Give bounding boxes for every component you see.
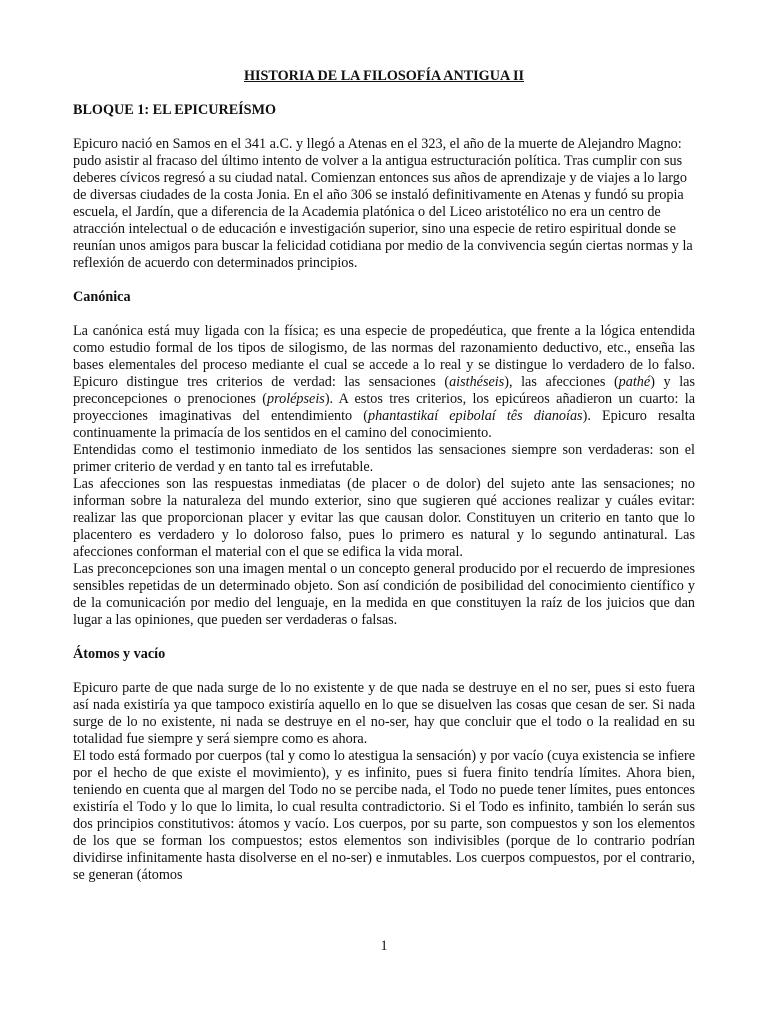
- greek-term: phantastikaí epibolaí tês dianoías: [367, 408, 583, 424]
- page-number: 1: [380, 938, 388, 954]
- section-heading-atomos: Átomos y vacío: [73, 646, 166, 662]
- greek-term: aisthéseis: [449, 374, 505, 390]
- intro-paragraph: Epicuro nació en Samos en el 341 a.C. y llegó a Atenas en el 323, el año de la muerte de Alejandro Magno: pudo asistir al fracaso del último intento de volver a la antigua estructuración política. Tras cumplir con sus deberes cívicos regresó a su ciudad natal. Comienzan entonces sus años de aprendizaje y de viajes a lo largo de diversas ciudades de la costa Jonia. En el año 306 se instaló definitivamente en Atenas y fundó su propia escuela, el Jardín, que a diferencia de la Academia platónica o del Liceo aristotélico no era un centro de atracción intelectual o de educación e investigación superior, sino una especie de retiro espiritual donde se reunían unos amigos para buscar la felicidad cotidiana por medio de la convivencia según ciertas normas y la reflexión de acuerdo con determinados principios.: [73, 136, 693, 271]
- text-run: ). Epicuro resalta continuamente la primacía de los sentidos en el camino del conocimiento.: [73, 408, 696, 441]
- document-title: HISTORIA DE LA FILOSOFÍA ANTIGUA II: [243, 68, 525, 84]
- section-heading-canonica: Canónica: [73, 289, 131, 305]
- block-title: BLOQUE 1: EL EPICUREÍSMO: [73, 102, 276, 118]
- canonica-paragraph-3: Las afecciones son las respuestas inmediatas (de placer o de dolor) del sujeto ante las sensaciones; no informan sobre la naturaleza del mundo exterior, sino que sugieren qué acciones realizar y cuáles evitar: realizar las que proporcionan placer y evitar las que causan dolor. Constituyen un criterio en tanto que lo placentero es verdadero y lo doloroso falso, pues lo primero es natural y lo segundo antinatural. Las afecciones conforman el material con el que se edifica la vida moral.: [73, 476, 695, 560]
- canonica-paragraph-1: [73, 323, 695, 442]
- text-run: ), las afecciones (: [504, 374, 619, 390]
- document-page: [73, 62, 695, 884]
- text-run: ) y las preconcepciones o prenociones (: [73, 374, 695, 407]
- greek-term: pathé: [618, 374, 651, 390]
- greek-term: prolépseis: [267, 391, 325, 407]
- atomos-paragraph-2: El todo está formado por cuerpos (tal y como lo atestigua la sensación) y por vacío (cuya existencia se infiere por el hecho de que existe el movimiento), y es infinito, pues si fuera finito tendría límites. Ahora bien, teniendo en cuenta que al margen del Todo no se percibe nada, el Todo no puede tener límites, pues entonces existiría el Todo y lo que lo limita, lo cual resulta contradictorio. Si el Todo es infinito, también lo serán sus dos principios constitutivos: átomos y vacío. Los cuerpos, por su parte, son compuestos y son los elementos de los que se forman los compuestos; estos elementos son indivisibles (porque de lo contrario podrían dividirse infinitamente hasta disolverse en el no-ser) e inmutables. Los cuerpos compuestos, por el contrario, se generan (átomos: [73, 748, 695, 883]
- canonica-paragraph-4: Las preconcepciones son una imagen mental o un concepto general producido por el recuerdo de impresiones sensibles repetidas de un determinado objeto. Son así condición de posibilidad del conocimiento científico y de la comunicación por medio del lenguaje, en la medida en que constituyen la raíz de los juicios que dan lugar a las opiniones, que pueden ser verdaderas o falsas.: [73, 561, 695, 628]
- text-run: ). A estos tres criterios, los epicúreos añadieron un cuarto: la proyecciones imaginativas del entendimiento (: [73, 391, 695, 424]
- atomos-paragraph-1: Epicuro parte de que nada surge de lo no existente y de que nada se destruye en el no ser, pues si esto fuera así nada existiría ya que tampoco existiría aquello en lo que se disuelven las cosas que cesan de ser. Si nada surge de lo no existente, ni nada se destruye en el no-ser, hay que concluir que el todo o la realidad en su totalidad fue siempre y será siempre como es ahora.: [73, 680, 695, 747]
- text-run: La canónica está muy ligada con la física; es una especie de propedéutica, que frente a la lógica entendida como estudio formal de los tipos de silogismo, de las normas del razonamiento deductivo, etc., enseña las bases elementales del proceso mediante el cual se accede a lo real y se distingue lo verdadero de lo falso. Epicuro distingue tres criterios de verdad: las sensaciones (: [73, 323, 695, 390]
- canonica-paragraph-2: Entendidas como el testimonio inmediato de los sentidos las sensaciones siempre son verdaderas: son el primer criterio de verdad y en tanto tal es irrefutable.: [73, 442, 695, 475]
